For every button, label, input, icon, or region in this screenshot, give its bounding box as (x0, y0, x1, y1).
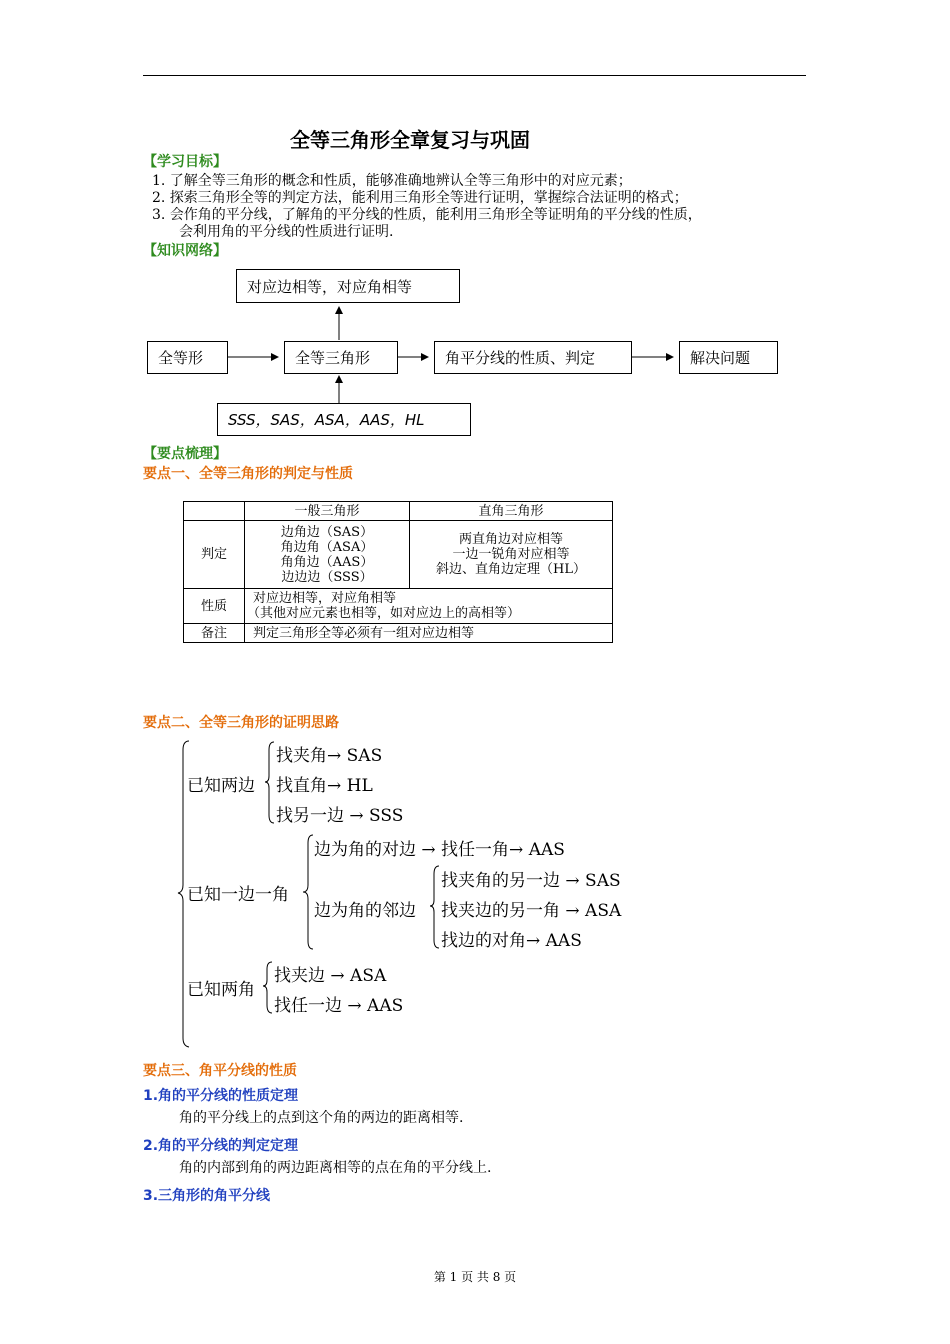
theorem-1-heading: 1.角的平分线的性质定理 (143, 1088, 299, 1104)
table-note-text: 判定三角形全等必须有一组对应边相等 (245, 624, 613, 643)
prop-line-2: （其他对应元素也相等，如对应边上的高相等） (247, 606, 521, 621)
tree-two-angles: 已知两角 (187, 980, 255, 1000)
judge-right-3: 斜边、直角边定理（HL） (436, 562, 586, 577)
tree-opposite: 边为角的对边 → 找任一角→ AAS (314, 840, 565, 860)
tree-two-sides-2: 找直角→ HL (276, 776, 373, 796)
box-solve: 解决问题 (679, 341, 778, 374)
box-bisector: 角平分线的性质、判定 (434, 341, 632, 374)
page-footer: 第 1 页 共 8 页 (433, 1270, 517, 1284)
theorem-1-text: 角的平分线上的点到这个角的两边的距离相等. (179, 1110, 464, 1126)
tree-adjacent-2: 找夹边的另一角 → ASA (441, 901, 622, 921)
table-note-label: 备注 (184, 624, 245, 643)
objective-2: 2. 探索三角形全等的判定方法，能利用三角形全等进行证明，掌握综合法证明的格式； (152, 190, 688, 206)
tree-adjacent-1: 找夹角的另一边 → SAS (441, 871, 621, 891)
objectives-heading: 【学习目标】 (143, 154, 227, 170)
tree-two-sides-3: 找另一边 → SSS (276, 806, 404, 826)
tree-two-sides: 已知两边 (187, 776, 255, 796)
judge-general-1: 边角边（SAS） (280, 524, 374, 540)
theorem-2-text: 角的内部到角的两边距离相等的点在角的平分线上. (179, 1160, 492, 1176)
tree-two-angles-2: 找任一边 → AAS (274, 996, 404, 1016)
judge-general-4: 边边边（SSS） (281, 569, 373, 585)
judge-general-3: 角角边（AAS） (280, 554, 374, 570)
table-judge-label: 判定 (184, 521, 245, 589)
prop-line-1: 对应边相等，对应角相等 (253, 591, 397, 606)
judge-right-2: 一边一锐角对应相等 (452, 547, 570, 562)
section-3-heading: 3.三角形的角平分线 (143, 1188, 271, 1204)
table-header-general: 一般三角形 (245, 502, 410, 521)
box-congruent-triangle: 全等三角形 (284, 341, 398, 374)
table-header-right: 直角三角形 (410, 502, 613, 521)
theorem-2-heading: 2.角的平分线的判定定理 (143, 1138, 299, 1154)
box-criteria: SSS，SAS，ASA，AAS，HL (217, 403, 471, 436)
brace-side-angle (303, 835, 313, 949)
tree-two-sides-1: 找夹角→ SAS (276, 746, 383, 766)
brace-adjacent (430, 866, 439, 948)
point-2-heading: 要点二、全等三角形的证明思路 (143, 715, 339, 731)
objective-3: 3. 会作角的平分线，了解角的平分线的性质，能利用三角形全等证明角的平分线的性质， (152, 207, 702, 223)
network-heading: 【知识网络】 (143, 243, 227, 259)
tree-side-angle: 已知一边一角 (187, 885, 289, 905)
point-3-heading: 要点三、角平分线的性质 (143, 1063, 297, 1079)
box-corresponding: 对应边相等，对应角相等 (236, 269, 460, 303)
judge-general-2: 角边角（ASA） (280, 539, 374, 555)
brace-two-sides (265, 742, 274, 823)
point-1-heading: 要点一、全等三角形的判定与性质 (143, 466, 353, 482)
points-heading: 【要点梳理】 (143, 446, 227, 462)
tree-two-angles-1: 找夹边 → ASA (274, 966, 387, 986)
brace-two-angles (263, 962, 272, 1013)
judge-right-1: 两直角边对应相等 (458, 532, 563, 547)
objective-3-cont: 会利用角的平分线的性质进行证明. (179, 224, 394, 240)
page-title: 全等三角形全章复习与巩固 (290, 128, 530, 152)
tree-adjacent-3: 找边的对角→ AAS (441, 931, 582, 951)
box-congruent-figure: 全等形 (147, 341, 228, 374)
table-prop-label: 性质 (184, 589, 245, 624)
tree-adjacent: 边为角的邻边 (314, 901, 416, 921)
objective-1: 1. 了解全等三角形的概念和性质，能够准确地辨认全等三角形中的对应元素； (152, 173, 632, 189)
